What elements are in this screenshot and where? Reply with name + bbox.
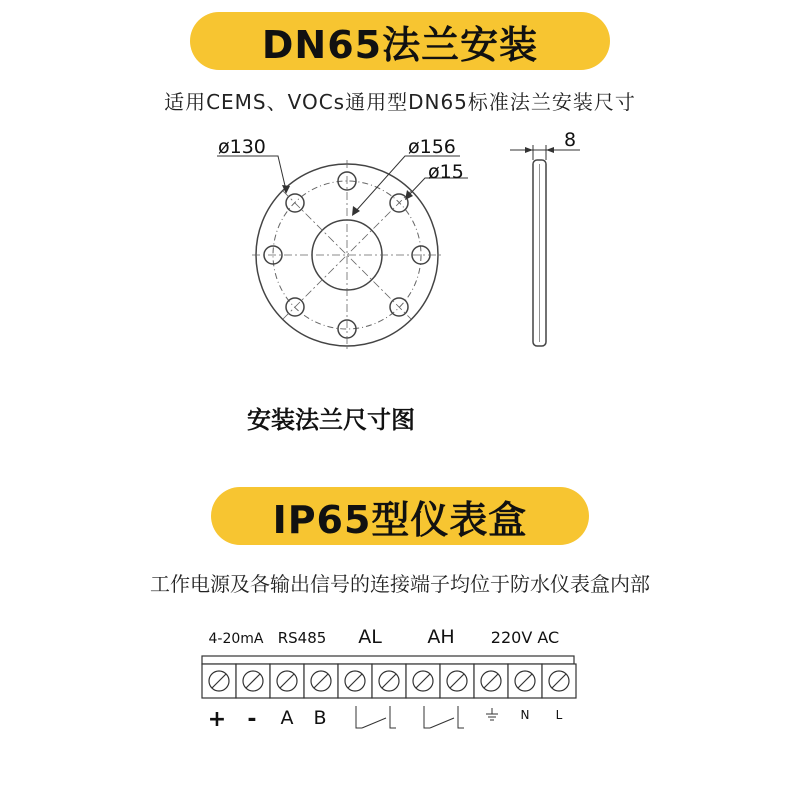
flange-drawing-caption: 安装法兰尺寸图 — [247, 406, 415, 434]
flange-front-view — [200, 120, 500, 380]
group-label-rs485: RS485 — [277, 629, 327, 647]
thickness-dimension: 8 — [564, 129, 577, 151]
flange-section-subtitle: 适用CEMS、VOCs通用型DN65标准法兰安装尺寸 — [164, 90, 636, 114]
terminal-screw-8 — [440, 664, 474, 698]
centerlines — [252, 160, 442, 350]
al-relay-contact-symbol — [356, 706, 396, 728]
bolt-circle-dimension: ø130 — [218, 136, 266, 158]
terminal-screw-4 — [304, 664, 338, 698]
terminal-screw-6 — [372, 664, 406, 698]
terminals — [202, 664, 576, 698]
outer-diameter-dimension: ø156 — [408, 136, 456, 158]
terminal-screw-1 — [202, 664, 236, 698]
flange-side-view — [500, 120, 600, 360]
terminal-label-a: A — [280, 707, 294, 729]
group-label-ah: AH — [427, 626, 455, 648]
terminal-label-plus: + — [207, 707, 227, 732]
terminal-screw-2 — [236, 664, 270, 698]
terminal-label-minus: - — [247, 707, 257, 732]
ah-relay-contact-symbol — [424, 706, 464, 728]
ground-icon — [486, 708, 498, 720]
flange-section-title: DN65法兰安装 — [190, 12, 610, 70]
terminal-screw-11 — [542, 664, 576, 698]
hole-diameter-dimension: ø15 — [428, 161, 464, 183]
terminal-screw-5 — [338, 664, 372, 698]
terminal-label-n: N — [520, 708, 530, 722]
box-section-subtitle: 工作电源及各输出信号的连接端子均位于防水仪表盒内部 — [150, 572, 650, 596]
group-label-4-20ma: 4-20mA — [208, 631, 264, 647]
terminal-rail — [202, 656, 574, 664]
box-section-title: IP65型仪表盒 — [211, 487, 589, 545]
terminal-screw-9 — [474, 664, 508, 698]
terminal-label-l: L — [555, 708, 563, 722]
terminal-screw-10 — [508, 664, 542, 698]
group-label-220v-ac: 220V AC — [490, 628, 560, 647]
terminal-block-diagram — [190, 618, 590, 748]
terminal-label-b: B — [313, 707, 327, 729]
group-label-al: AL — [358, 626, 382, 648]
terminal-screw-7 — [406, 664, 440, 698]
terminal-screw-3 — [270, 664, 304, 698]
